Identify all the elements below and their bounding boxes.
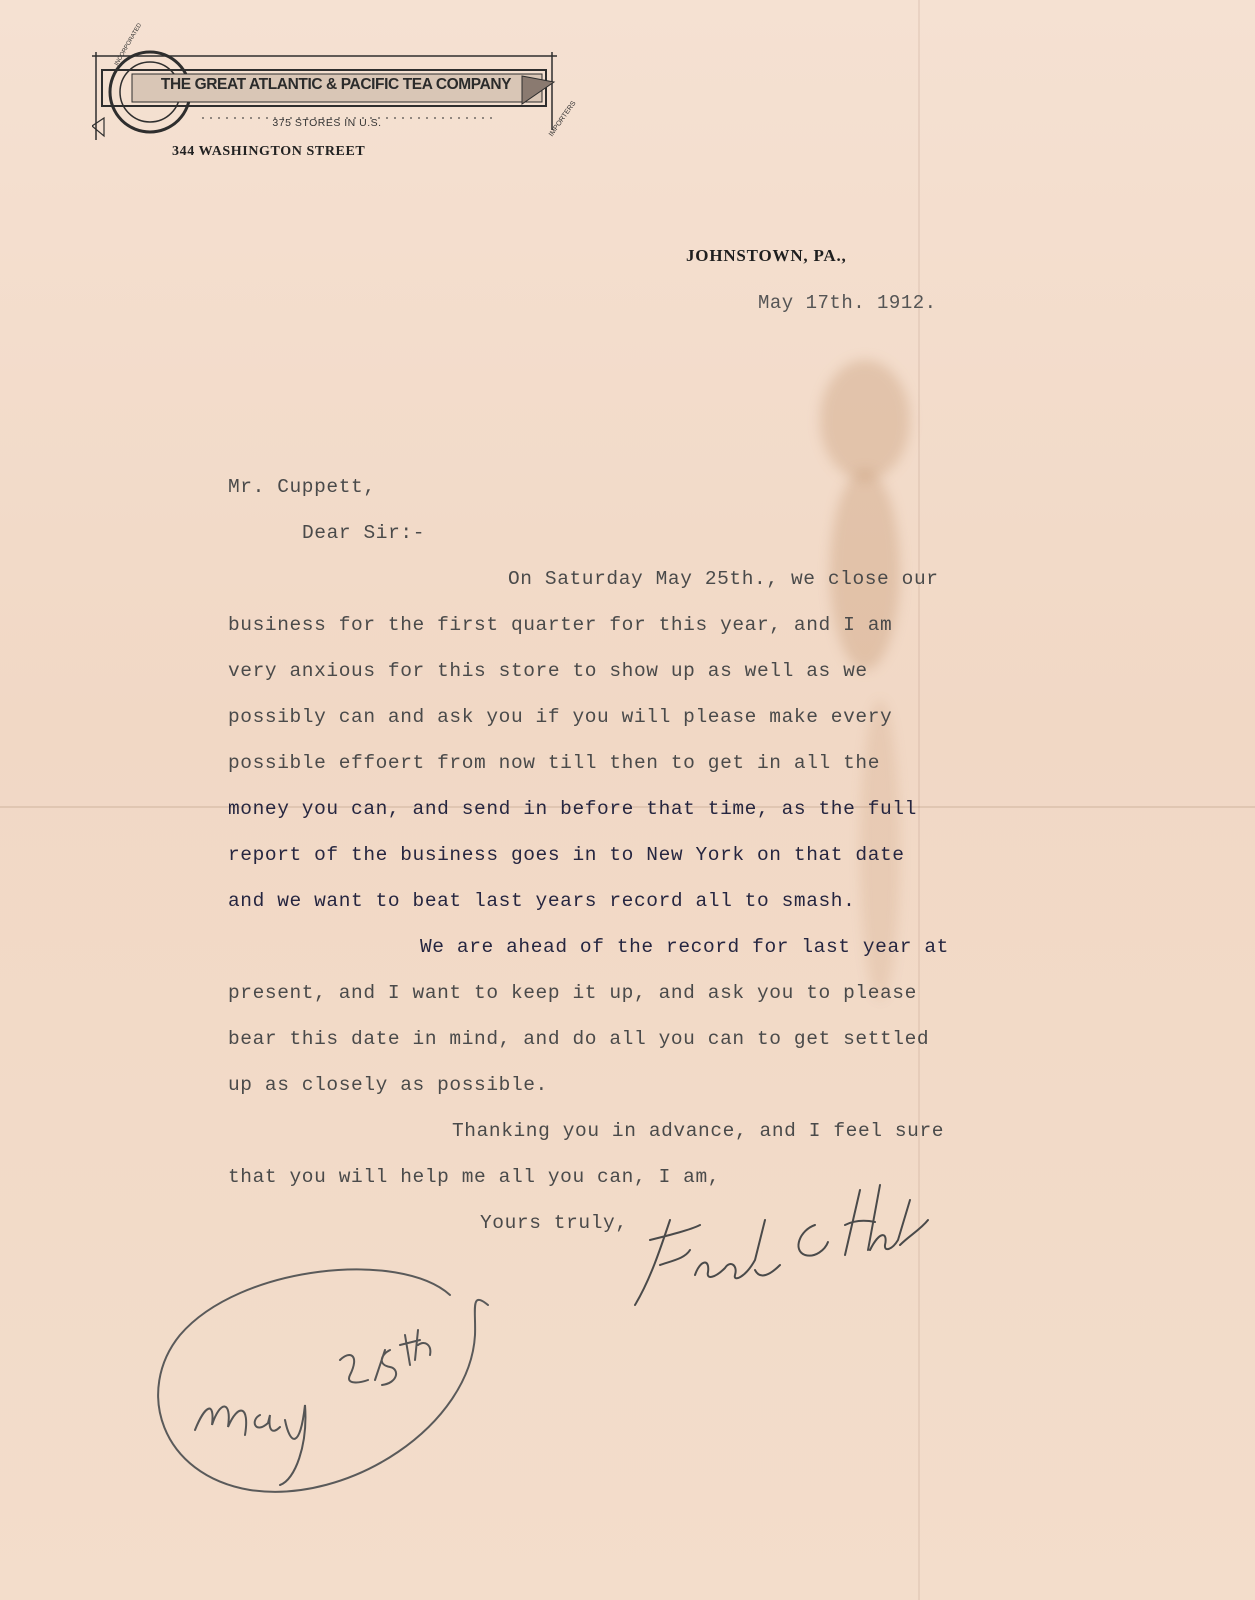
body-line: business for the first quarter for this year, and I am [228, 614, 893, 636]
letterhead-company-name: THE GREAT ATLANTIC & PACIFIC TEA COMPANY [160, 76, 512, 93]
city-heading: JOHNSTOWN, PA., [686, 246, 847, 265]
greeting-line: Dear Sir:- [302, 522, 426, 544]
body-line: present, and I want to keep it up, and ask you to please [228, 982, 917, 1004]
body-line: On Saturday May 25th., we close our [508, 568, 939, 590]
circled-date-annotation [150, 1255, 510, 1515]
body-line: money you can, and send in before that time, as the full [228, 798, 917, 820]
body-line: that you will help me all you can, I am, [228, 1166, 721, 1188]
body-line: possible effoert from now till then to get in all the [228, 752, 881, 774]
letterhead-logo [92, 22, 578, 158]
body-line: very anxious for this store to show up as well as we [228, 660, 868, 682]
fold-line-vertical [918, 0, 920, 1600]
handwritten-signature [630, 1180, 970, 1320]
letter-date: May 17th. 1912. [758, 292, 937, 314]
body-line: bear this date in mind, and do all you can to get settled [228, 1028, 930, 1050]
body-line: up as closely as possible. [228, 1074, 548, 1096]
letterhead-stores: 375 STORES IN U.S. [272, 117, 382, 129]
letterhead-incorporated: INCORPORATED [114, 22, 144, 67]
water-stain [820, 360, 910, 480]
letterhead-banner-graphic [92, 48, 572, 148]
recipient-line: Mr. Cuppett, [228, 476, 376, 498]
body-line: and we want to beat last years record all to smash. [228, 890, 856, 912]
valediction: Yours truly, [480, 1212, 628, 1234]
body-line: possibly can and ask you if you will please make every [228, 706, 893, 728]
letterhead-address: 344 WASHINGTON STREET [172, 144, 366, 159]
body-line: report of the business goes in to New York on that date [228, 844, 905, 866]
letterhead-importers: IMPORTERS [548, 100, 578, 139]
body-line: We are ahead of the record for last year at [420, 936, 949, 958]
body-line: Thanking you in advance, and I feel sure [452, 1120, 945, 1142]
